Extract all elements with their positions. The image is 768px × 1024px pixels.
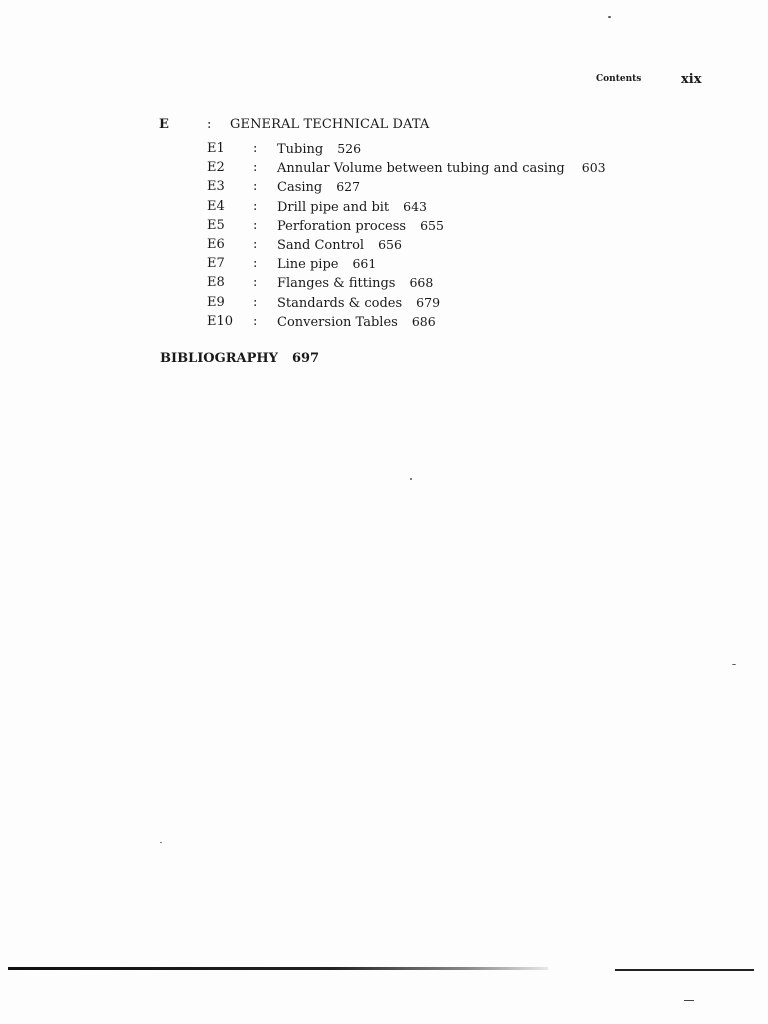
entry-separator: : <box>253 217 258 233</box>
entry-page-number: 656 <box>378 236 402 252</box>
entry-title-text: Conversion Tables <box>277 314 398 330</box>
entry-page-number: 643 <box>403 198 428 214</box>
entry-title <box>277 275 433 291</box>
bottom-edge-rule-right <box>615 969 754 971</box>
section-separator: : <box>207 117 212 132</box>
entry-separator: : <box>253 313 258 329</box>
entry-separator: : <box>253 275 258 291</box>
toc-entry[interactable] <box>0 141 768 160</box>
entry-title-text: Sand Control <box>277 237 365 253</box>
entry-page-number: 655 <box>420 217 444 233</box>
entry-code: E7 <box>207 256 225 272</box>
scan-speck <box>608 16 611 18</box>
entry-separator: : <box>253 256 258 272</box>
entry-title <box>277 256 376 272</box>
entry-code: E4 <box>207 198 225 214</box>
toc-entry[interactable] <box>0 199 768 218</box>
entry-title-text: Casing <box>277 180 323 196</box>
toc-entry[interactable] <box>0 275 768 294</box>
entry-separator: : <box>253 141 258 156</box>
section-title: GENERAL TECHNICAL DATA <box>230 117 430 132</box>
scan-speck <box>160 842 162 843</box>
entry-separator: : <box>253 294 258 310</box>
entry-title-text: Drill pipe and bit <box>277 199 390 215</box>
entry-code: E1 <box>207 141 225 156</box>
entry-code: E6 <box>207 236 225 252</box>
entry-title <box>277 199 427 215</box>
toc-entry[interactable] <box>0 237 768 256</box>
bibliography-entry[interactable] <box>160 351 319 366</box>
entry-title-text: Perforation process <box>277 218 407 234</box>
section-letter: E <box>159 117 169 132</box>
toc-entry[interactable] <box>0 256 768 275</box>
bibliography-label: BIBLIOGRAPHY <box>160 351 278 366</box>
toc-entry[interactable] <box>0 314 768 333</box>
entry-page-number: 668 <box>409 275 434 291</box>
scan-speck <box>732 664 736 665</box>
entry-separator: : <box>253 236 258 252</box>
entry-title <box>277 314 436 330</box>
toc-entry[interactable] <box>0 160 768 179</box>
page-number: xix <box>681 72 702 87</box>
entry-code: E2 <box>207 160 225 176</box>
entry-title-text: Standards & codes <box>277 295 403 311</box>
entry-title <box>277 237 402 253</box>
scan-speck <box>410 478 412 480</box>
entry-title <box>277 295 440 311</box>
toc-entry[interactable] <box>0 295 768 314</box>
entry-code: E9 <box>207 294 225 310</box>
entry-separator: : <box>253 179 258 195</box>
bibliography-page-number: 697 <box>291 351 320 366</box>
bottom-edge-mark <box>684 1000 694 1001</box>
toc-entry[interactable] <box>0 218 768 237</box>
entry-separator: : <box>253 198 258 214</box>
entry-title-text: Tubing <box>277 142 324 157</box>
entry-title-text: Line pipe <box>277 257 339 273</box>
entry-code: E8 <box>207 275 225 291</box>
bottom-edge-rule-left <box>8 967 548 970</box>
toc-entry-list <box>0 141 768 333</box>
entry-code: E10 <box>207 313 234 329</box>
entry-title <box>277 179 360 195</box>
entry-title <box>277 160 606 176</box>
entry-page-number: 661 <box>352 256 377 272</box>
entry-title-text: Flanges & fittings <box>277 276 396 292</box>
toc-entry[interactable] <box>0 179 768 198</box>
entry-page-number: 526 <box>337 141 362 156</box>
entry-page-number: 627 <box>336 179 361 195</box>
running-header-title: Contents <box>596 74 642 84</box>
entry-title <box>277 218 444 234</box>
entry-page-number: 679 <box>416 294 441 310</box>
entry-code: E5 <box>207 217 225 233</box>
entry-separator: : <box>253 160 258 176</box>
entry-page-number: 603 <box>581 160 606 176</box>
entry-page-number: 686 <box>411 313 436 329</box>
entry-title-text: Annular Volume between tubing and casing <box>277 161 565 177</box>
entry-code: E3 <box>207 179 225 195</box>
entry-title <box>277 141 361 157</box>
